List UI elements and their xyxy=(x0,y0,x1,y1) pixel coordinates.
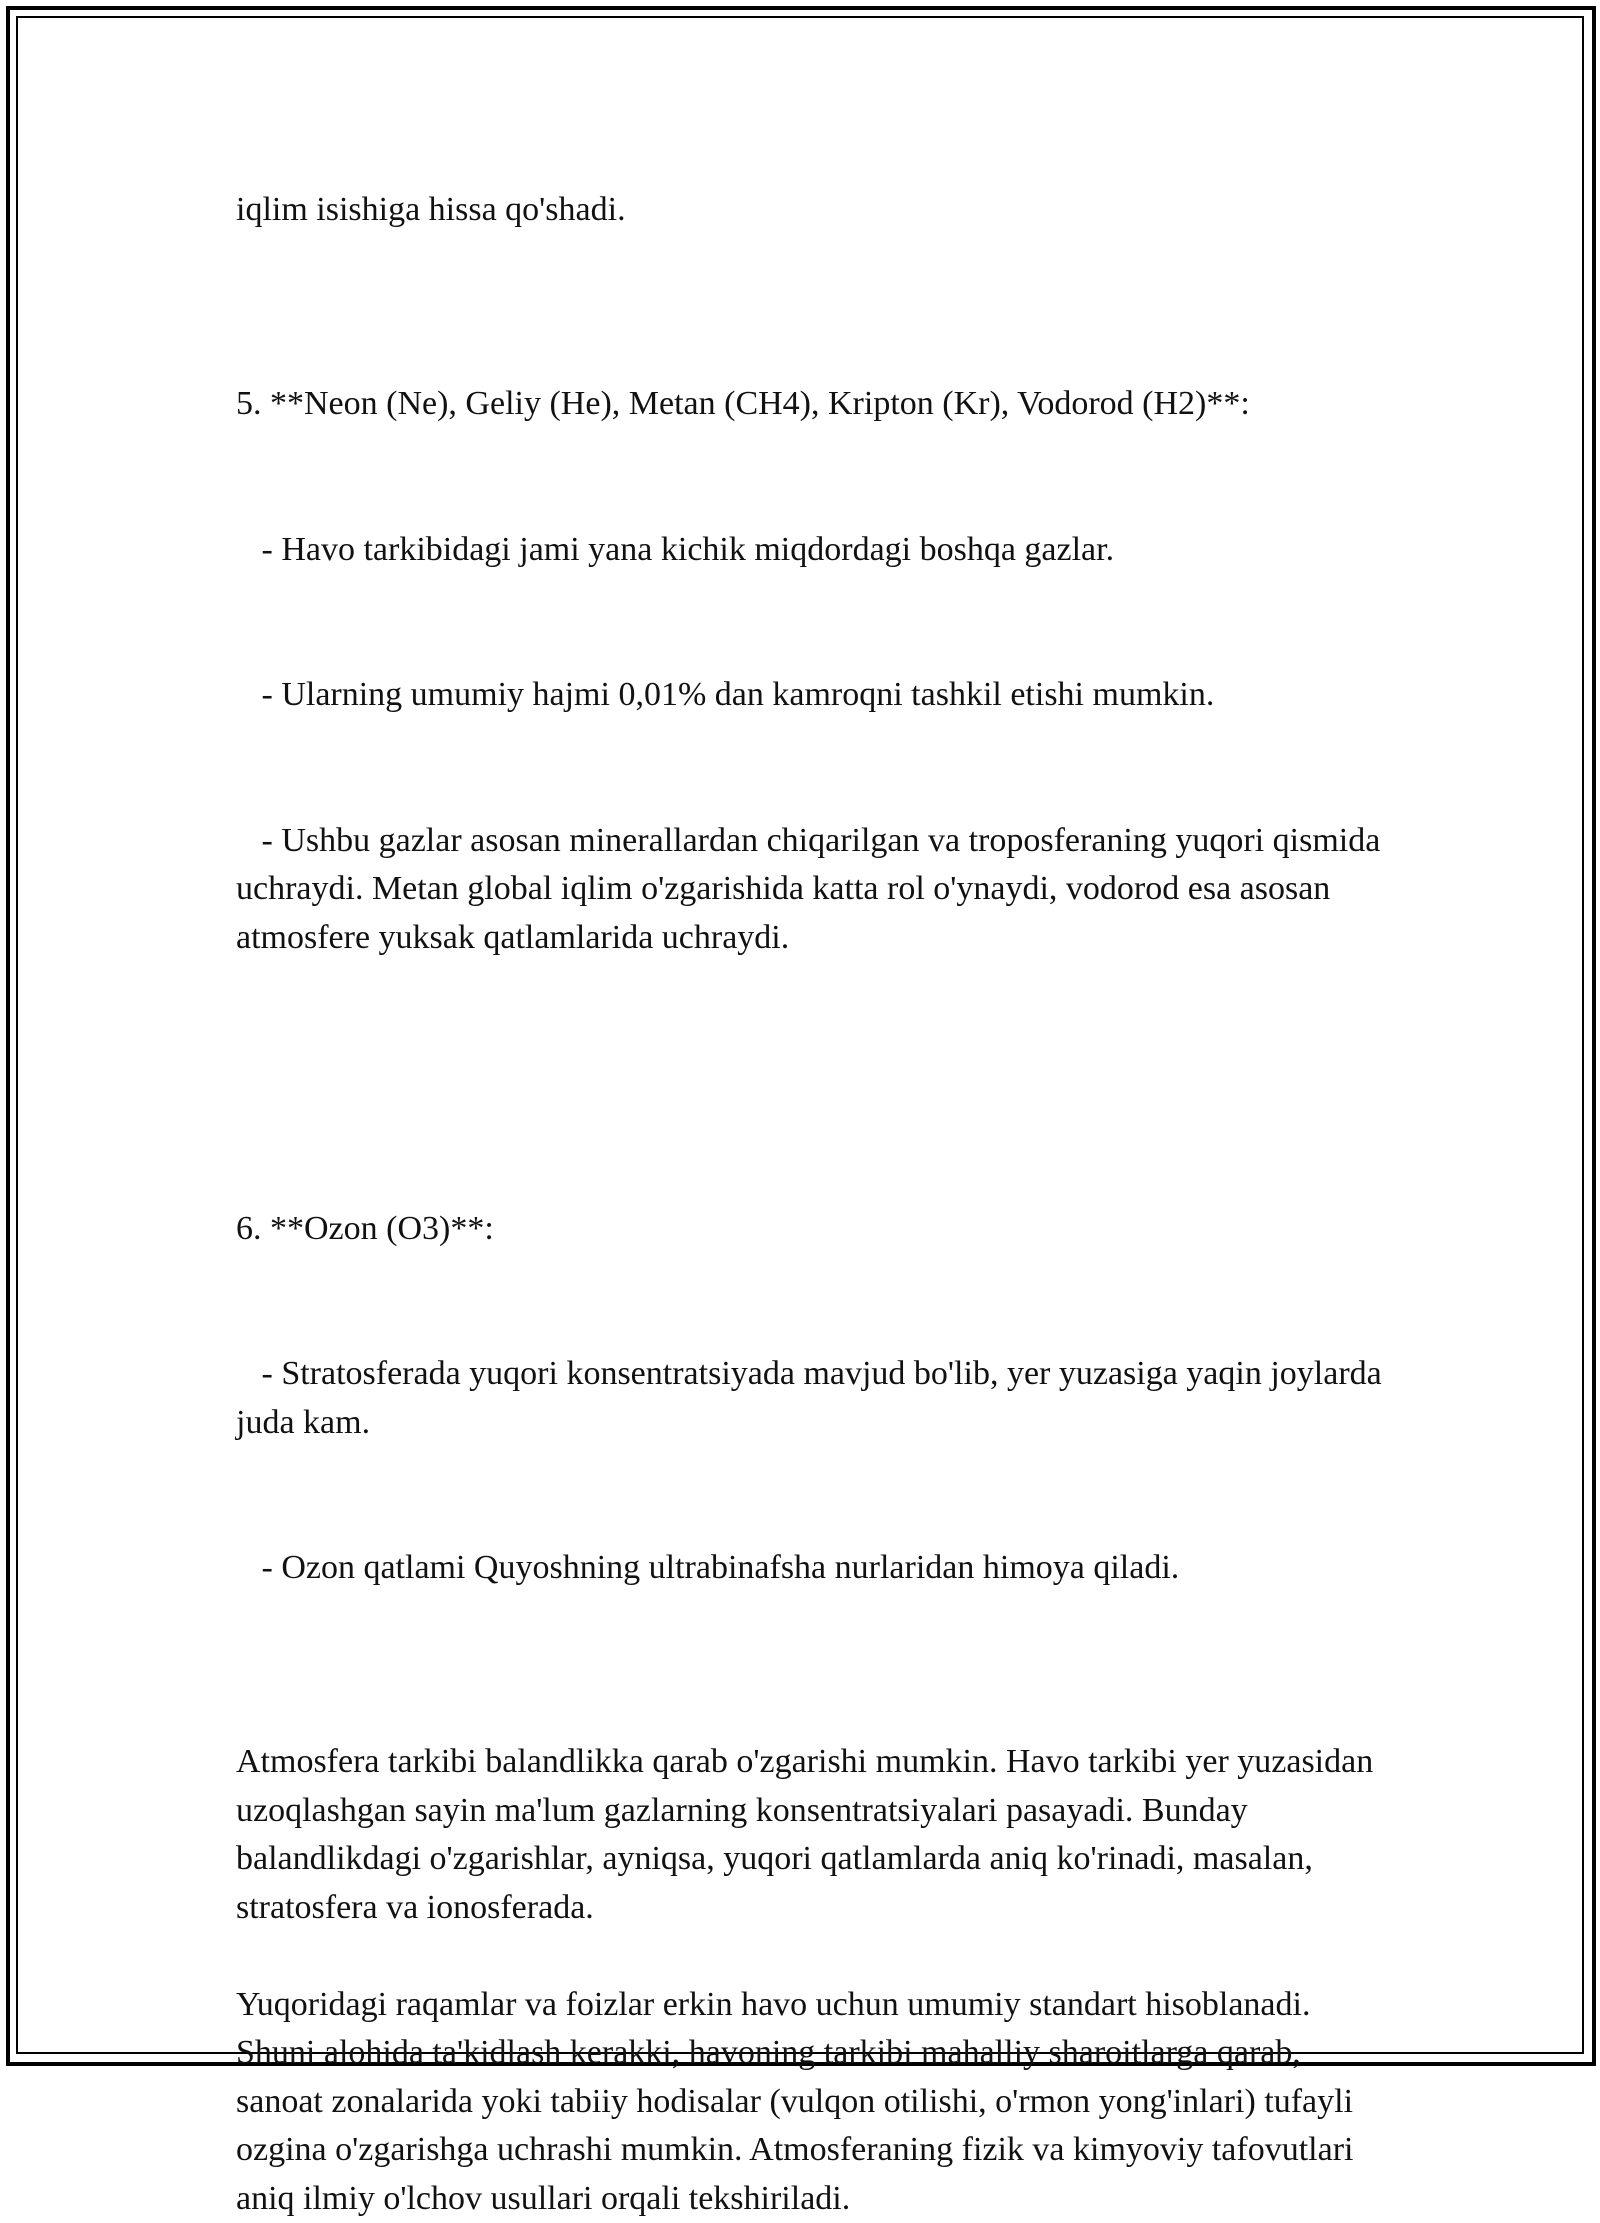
body-paragraph: Yuqoridagi raqamlar va foizlar erkin havo uchun umumiy standart hisoblanadi. Shuni alohida ta'kidlash kerakki, havoning tarkibi mahalliy sharoitlarga qarab, sanoat zonalarida yoki tabiiy hodisalar (vulqon otilishi, o'rmon yong'inlari) tufayli ozgina o'zgarishga uchrashi mumkin. Atmosferaning fizik va kimyoviy tafovutlari aniq ilmiy o'lchov usullari orqali tekshiriladi. xyxy=(236,1981,1386,2223)
section-5-bullet: - Ushbu gazlar asosan minerallardan chiqarilgan va troposferaning yuqori qismida uchraydi. Metan global iqlim o'zgarishida katta rol o'ynaydi, vodorod esa asosan atmosfere yuksak qatlamlarida uchraydi. xyxy=(236,817,1386,963)
section-5-bullet: - Ularning umumiy hajmi 0,01% dan kamroqni tashkil etishi mumkin. xyxy=(236,671,1386,720)
document-body xyxy=(236,186,1386,2223)
body-paragraph: Atmosfera tarkibi balandlikka qarab o'zgarishi mumkin. Havo tarkibi yer yuzasidan uzoqlashgan sayin ma'lum gazlarning konsentratsiyalari pasayadi. Bunday balandlikdagi o'zgarishlar, ayniqsa, yuqori qatlamlarda aniq ko'rinadi, masalan, stratosfera va ionosferada. xyxy=(236,1738,1386,1932)
section-5-heading: 5. **Neon (Ne), Geliy (He), Metan (CH4), Kripton (Kr), Vodorod (H2)**: xyxy=(236,380,1386,429)
section-6-heading: 6. **Ozon (O3)**: xyxy=(236,1205,1386,1254)
section-5-bullet: - Havo tarkibidagi jami yana kichik miqdordagi boshqa gazlar. xyxy=(236,526,1386,575)
section-6-bullet: - Stratosferada yuqori konsentratsiyada mavjud bo'lib, yer yuzasiga yaqin joylarda juda kam. xyxy=(236,1350,1386,1447)
continuation-text: iqlim isishiga hissa qo'shadi. xyxy=(236,186,1386,235)
section-6-bullet: - Ozon qatlami Quyoshning ultrabinafsha nurlaridan himoya qiladi. xyxy=(236,1544,1386,1593)
section-6 xyxy=(236,1108,1386,1690)
section-5 xyxy=(236,283,1386,1059)
